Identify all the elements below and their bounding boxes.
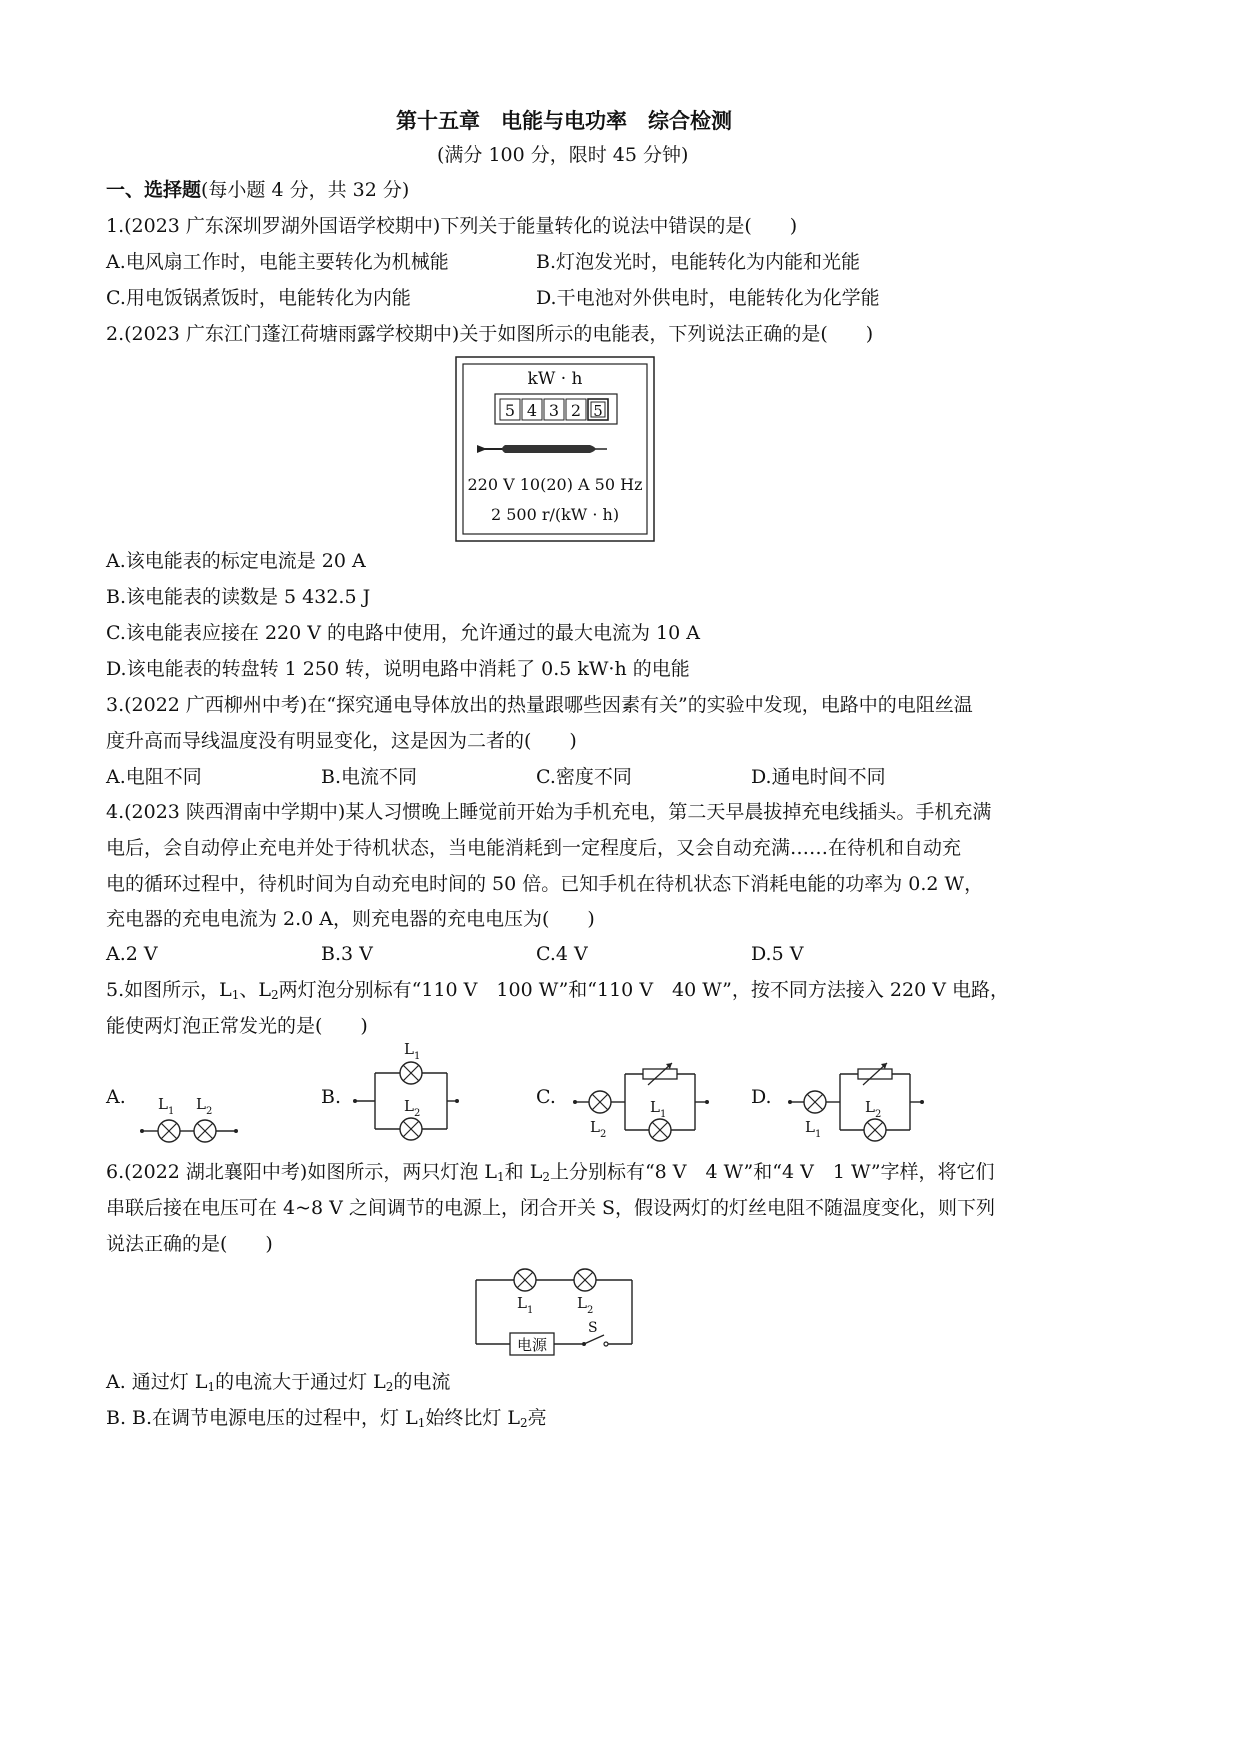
q1-option-c: C.用电饭锅煮饭时，电能转化为内能 <box>106 287 411 309</box>
svg-text:1: 1 <box>815 1129 822 1140</box>
svg-text:L: L <box>158 1095 168 1113</box>
question-3-line-1: 3.(2022 广西柳州中考)在“探究通电导体放出的热量跟哪些因素有关”的实验中发现，电路中的电阻丝温 <box>106 694 973 716</box>
q4-option-d: D.5 V <box>751 943 804 965</box>
circuit-d-rheostat-parallel-l2 <box>780 1052 930 1152</box>
meter-digit: 4 <box>526 401 538 420</box>
lamp-l2 <box>194 1120 216 1142</box>
meter-digit: 5 <box>504 401 516 420</box>
q4-option-a: A.2 V <box>106 943 158 965</box>
section-note: (每小题 4 分，共 32 分) <box>201 179 410 201</box>
q5-option-d-label: D. <box>751 1086 772 1108</box>
circuit-c-rheostat-parallel-l1 <box>565 1052 715 1152</box>
question-1-stem: 1.(2023 广东深圳罗湖外国语学校期中)下列关于能量转化的说法中错误的是( ) <box>106 215 798 237</box>
q2-option-a: A.该电能表的标定电流是 20 A <box>106 550 366 572</box>
q2-option-c: C.该电能表应接在 220 V 的电路中使用，允许通过的最大电流为 10 A <box>106 622 700 644</box>
power-supply-label: 电源 <box>516 1336 548 1354</box>
q3-option-b: B.电流不同 <box>321 766 418 788</box>
question-5-line-2: 能使两灯泡正常发光的是( ) <box>106 1015 368 1037</box>
q3-option-a: A.电阻不同 <box>106 766 202 788</box>
question-4-line-4: 充电器的充电电流为 2.0 A，则充电器的充电电压为( ) <box>106 908 595 930</box>
svg-text:2: 2 <box>600 1129 607 1140</box>
section-heading <box>106 181 409 200</box>
q2-option-b: B.该电能表的读数是 5 432.5 J <box>106 586 371 608</box>
question-5-line-1: 5.如图所示，$L_1$、$L_2$两灯泡分别标有“110 V 100 W”和“110 V 40 W”，按不同方法接入 220 V 电路， <box>106 979 1009 1002</box>
svg-text:1: 1 <box>414 1051 421 1062</box>
switch-label: S <box>588 1320 598 1336</box>
meter-rotor-disc <box>477 445 607 453</box>
question-6-line-3: 说法正确的是( ) <box>106 1233 273 1255</box>
question-3-line-2: 度升高而导线温度没有明显变化，这是因为二者的( ) <box>106 730 577 752</box>
svg-text:2: 2 <box>206 1106 213 1117</box>
q5-option-c-label: C. <box>536 1086 556 1108</box>
svg-text:1: 1 <box>527 1305 534 1316</box>
q6-option-a: A. 通过灯 $L_1$的电流大于通过灯 $L_2$的电流 <box>106 1371 451 1394</box>
meter-constant: 2 500 r/(kW · h) <box>490 505 620 524</box>
switch-s <box>582 1335 608 1346</box>
question-6-line-1: 6.(2022 湖北襄阳中考)如图所示，两只灯泡 $L_1$和 $L_2$上分别标有“8 V 4 W”和“4 V 1 W”字样，将它们 <box>106 1161 995 1184</box>
lamp-l1 <box>158 1120 180 1142</box>
q2-option-d: D.该电能表的转盘转 1 250 转，说明电路中消耗了 0.5 kW·h 的电能 <box>106 658 690 680</box>
meter-unit: kW · h <box>527 369 583 389</box>
svg-text:L: L <box>805 1118 815 1136</box>
svg-text:L: L <box>517 1294 527 1312</box>
q1-option-d: D.干电池对外供电时，电能转化为化学能 <box>536 287 880 309</box>
question-6-line-2: 串联后接在电压可在 4~8 V 之间调节的电源上，闭合开关 S，假设两灯的灯丝电阻不随温度变化，则下列 <box>106 1197 995 1219</box>
svg-text:L: L <box>196 1095 206 1113</box>
q4-option-b: B.3 V <box>321 943 373 965</box>
q1-option-a: A.电风扇工作时，电能主要转化为机械能 <box>106 251 449 273</box>
meter-digits <box>500 399 608 420</box>
q5-option-b-label: B. <box>321 1086 342 1108</box>
q5-option-a-label: A. <box>106 1086 126 1108</box>
electric-meter-figure <box>455 356 655 542</box>
meter-digit-decimal: 5 <box>593 402 603 420</box>
q4-option-c: C.4 V <box>536 943 588 965</box>
q1-option-b: B.灯泡发光时，电能转化为内能和光能 <box>536 251 861 273</box>
svg-text:L: L <box>590 1118 600 1136</box>
rheostat <box>858 1063 892 1085</box>
meter-rating: 220 V 10(20) A 50 Hz <box>467 475 643 494</box>
lamp-l1 <box>649 1119 671 1141</box>
q6-option-b: B. B.在调节电源电压的过程中，灯 $L_1$始终比灯 $L_2$亮 <box>106 1407 547 1430</box>
lamp-l2 <box>400 1118 422 1140</box>
rheostat <box>643 1063 677 1085</box>
lamp-l2 <box>589 1091 611 1113</box>
svg-text:L: L <box>865 1098 875 1116</box>
svg-text:L: L <box>404 1097 414 1115</box>
svg-text:2: 2 <box>414 1108 421 1119</box>
lamp-l2 <box>574 1269 596 1291</box>
question-4-line-1: 4.(2023 陕西渭南中学期中)某人习惯晚上睡觉前开始为手机充电，第二天早晨拔掉充电线插头。手机充满 <box>106 801 992 823</box>
page-title: 第十五章 电能与电功率 综合检测 <box>396 108 732 133</box>
question-4-line-3: 电的循环过程中，待机时间为自动充电时间的 50 倍。已知手机在待机状态下消耗电能的功率为 0.2 W， <box>106 873 984 895</box>
question-4-line-2: 电后，会自动停止充电并处于待机状态，当电能消耗到一定程度后，又会自动充满……在待机和自动充 <box>106 837 962 859</box>
q3-option-d: D.通电时间不同 <box>751 766 886 788</box>
section-title: 一、选择题 <box>106 179 202 201</box>
meter-digit: 3 <box>548 401 560 420</box>
page-subtitle: (满分 100 分，限时 45 分钟) <box>437 144 689 166</box>
lamp-l2 <box>864 1119 886 1141</box>
lamp-l1 <box>400 1062 422 1084</box>
svg-text:L: L <box>650 1098 660 1116</box>
lamp-l1 <box>514 1269 536 1291</box>
svg-text:1: 1 <box>168 1106 175 1117</box>
circuit-a-series <box>130 1085 245 1150</box>
q6-series-circuit <box>470 1260 640 1360</box>
circuit-b-parallel <box>345 1037 465 1152</box>
lamp-l1 <box>804 1091 826 1113</box>
q3-option-c: C.密度不同 <box>536 766 632 788</box>
svg-text:1: 1 <box>660 1109 667 1120</box>
meter-digit: 2 <box>570 401 582 420</box>
question-2-stem: 2.(2023 广东江门蓬江荷塘雨露学校期中)关于如图所示的电能表，下列说法正确的是( ) <box>106 323 874 345</box>
svg-text:2: 2 <box>875 1109 882 1120</box>
svg-text:L: L <box>577 1294 587 1312</box>
svg-text:L: L <box>404 1040 414 1058</box>
svg-text:2: 2 <box>587 1305 594 1316</box>
